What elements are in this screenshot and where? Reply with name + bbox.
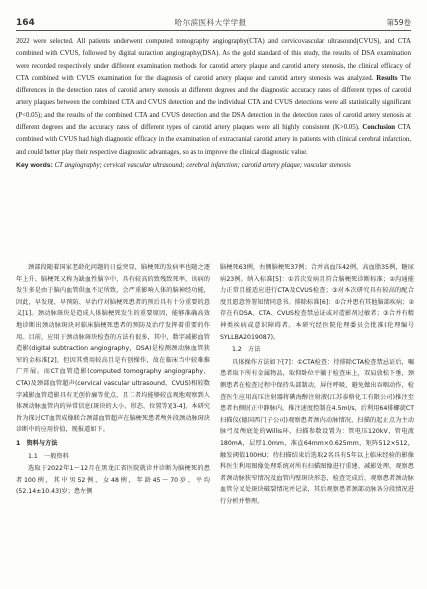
general-data-paragraph: 选取于2022年1～12月在黑龙江省医院就诊并诊断为脑梗死的患者100例，其中男52例，女48例，年龄45～70岁，平均(52.14±10.43)岁；患左侧 bbox=[16, 465, 210, 496]
keywords-line bbox=[16, 160, 411, 172]
page-header bbox=[16, 10, 411, 28]
english-abstract bbox=[16, 36, 411, 172]
methods-paragraph: 具体操作方法如下[7]：①CTA检查：待排除CTA检查禁忌证后，嘱患者取下所有金属物品，取仰卧位平躺于检查床上，双肩放松下垂，颈侧患者在检查过程中保持头部制动，屏住呼吸，避免做出吞咽动作，检查医生应用高压注射器将碘海醇注射液(江苏泰格化工有限公司)推注至患者右侧肘正中静脉内，推注速度控制在4.5ml/s，后利用64排螺旋CT扫描仪(德国西门子公司)观察患者颈内动脉情况，扫描的起止点为主动脉弓及颅底处的Willis环，扫描参数设置为：管电压120kV，管电流180mA，层厚1.0mm，准直64mm×0.625mm，矩阵512×512，触发阈值100HU；待扫描结束后选取2名具有5年以上临床经验的影像科医生利用图像处理系统对所有扫描图像进行重建、减影处理，观察患者颈动脉狭窄情况及血管内壁斑块形态，检查完成后，观察患者颈动脉血管分叉处斑块破裂情况并记录，其后观察患者颈部动脉各分段情况进行分析并整理。 bbox=[220, 358, 414, 505]
subsection-heading: 1.1 一般资料 bbox=[28, 452, 69, 460]
section-heading: 1 资料与方法 bbox=[16, 439, 58, 447]
conclusion-label: Conclusion bbox=[362, 124, 396, 132]
right-column bbox=[220, 262, 414, 507]
left-column bbox=[16, 262, 210, 498]
abstract-text bbox=[16, 36, 411, 159]
criteria-paragraph: 脑梗死63例，右侧脑梗死37例；合并高血压42例，高血脂35例，糖尿病23例。纳入标准[5]：①首次发病且符合脑梗死诊断标准；②沟通能力正常且能适应进行CTA及CVUS检查；③对本次研究具有较高的配合度且愿意签署知情同意书。排除标准[6]：①合并患有其他脑部疾病；②存在有DSA、CTA、CVUS检查禁忌证或对造影剂过敏者；③合并有精神类疾病或意识障碍者。本研究经医院伦理委员会批准(伦理编号SYLLBA2019087)。 bbox=[220, 264, 414, 341]
volume-label: 第59卷 bbox=[386, 18, 411, 27]
results-label: Results bbox=[376, 74, 398, 82]
header-rule bbox=[16, 30, 411, 31]
abstract-conclusion-text: CTA combined with CVUS had high diagnostic efficacy in the examination of extracranial carotid artery in patients with clinical cerebral infarction, and could better play their respective diagnostic advantages, so as to improve the clinical diagnostic value. bbox=[16, 124, 411, 156]
page-number: 164 bbox=[16, 18, 35, 28]
keywords-label: Key words: bbox=[16, 161, 53, 169]
abstract-methods-text: 2022 were selected. All patients underwent computed tomography angiography(CTA) and cervicovascular ultrasound(CVUS), and CTA combined with CVUS, followed by digital suraction angiography(DSA). As the gold standard of this study, the results of DSA examination were recorded respectively under different examination methods for carotid artery plaque and carotid artery stenosis, the clinical efficacy of CTA combined with CVUS examination for the diagnosis of carotid artery plaque and carotid artery stenosis was analyzed. bbox=[16, 38, 411, 82]
intro-paragraph: 颈部段随着国家老龄化问题的日益突显，脑梗死的发病率也随之逐年上升。脑梗死又称为缺血性脑卒中，具有较高的致残致死率，该病的发生多是由于脑内血管供血不足所致，会严重影响人体的脑神经功能，因此，早发现、早预防、早治疗对脑梗死患者的预后具有十分重要的意义[1]。颈动脉斑块是造成人体脑梗死发生的重要原因，能够准确高效地诊断出颈动脉斑块对临床脑梗死患者的预防及治疗发挥着重要的作用。目前，应用于颈动脉斑块检查的方法有很多，其中，数字减影血管造影(digital subtraction angiography，DSA)是检测颈动脉血管狭窄的金标准[2]，但因其费用较高且是有创操作，故在临床当中较难推广开展。而CT血管造影(computed tomography angiography，CTA)及颈部血管超声(cervical vascular ultrasound，CVUS)相较数字减影血管造影具有无创价廉等优点，且二者均能够较直观地观察到人体颈动脉血管内的异常信息(斑块的大小、形态、位置等)[3-4]。本研究旨为探讨CT血管成像联合颈部血管超声在脑梗死患者颅外段颈动脉斑块诊断中的应用价值，现报道如下。 bbox=[16, 264, 210, 434]
journal-name: 哈尔滨医科大学学报 bbox=[174, 18, 247, 27]
keywords-text: CT angiography; cervical vascular ultrasound; cerebral infarction; carotid artery plaque; vascular stenosis bbox=[54, 161, 351, 169]
subsection-heading-methods: 1.2 方法 bbox=[232, 346, 261, 354]
abstract-results-text: The differences in the detection rates of carotid artery stenosis at different degrees and the diagnostic accuracy rates of different types of carotid artery plaques between the combined CTA and CVUS detection and the individual CTA and CVUS detections were all statistically significant (P<0.05); and the results of the combined CTA and CVUS detection and the DSA detection in the detection rates of carotid artery stenosis at different degrees and the accuracy rates of different types of carotid artery plaques were all highly consistent (K>0.05). bbox=[16, 74, 411, 132]
